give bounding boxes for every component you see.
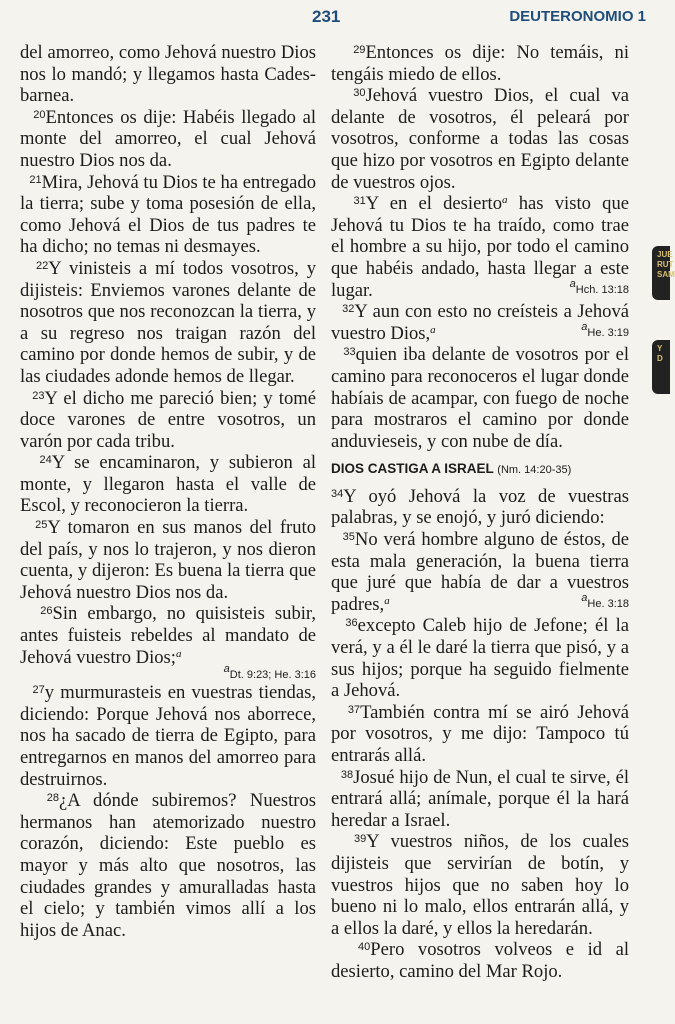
verse-number: 39 bbox=[353, 833, 367, 846]
verse-text: ¿A dónde subiremos? Nuestros hermanos han atemorizado nuestro corazón, diciendo: Este pueblo es mayor y más alto que nosotros, las ciudades grandes y amuralladas hasta el cielo; y también vimos allí a los hijos de Anac. bbox=[20, 790, 316, 941]
thumb-tab-label: SAM bbox=[657, 270, 675, 279]
cross-reference-text: Hch. 13:18 bbox=[575, 283, 629, 296]
verse-text: Pero vosotros volveos e id al desierto, camino del Mar Rojo. bbox=[331, 939, 629, 982]
cross-reference[interactable] bbox=[581, 320, 629, 345]
verse-text: Y vuestros niños, de los cuales dijisteis que servirían de botín, y vuestros hijos que no saben hoy lo bueno ni lo malo, ellos entrarán allá, y a ellos la daré, y ellos la heredarán. bbox=[331, 831, 629, 939]
cross-reference-text: He. 3:19 bbox=[587, 326, 629, 339]
verse-28 bbox=[20, 790, 316, 941]
verse-23 bbox=[20, 388, 316, 453]
cross-reference-text: He. 3:18 bbox=[587, 597, 629, 610]
verse-text: Y aun con esto no creísteis a Jehová vuestro Dios, bbox=[331, 301, 629, 344]
verse-number: 29 bbox=[353, 44, 366, 56]
verse-33 bbox=[331, 344, 629, 452]
verse-30 bbox=[331, 85, 629, 193]
verse-29 bbox=[331, 42, 629, 85]
verse-text: Sin embargo, no quisisteis subir, antes fuisteis rebeldes al mandato de Jehová vuestro Dios; bbox=[20, 603, 317, 668]
verse-number: 35 bbox=[342, 531, 355, 544]
verse-text: No verá hombre alguno de éstos, de esta mala generación, la buena tierra que juré que había de dar a vuestros padres, bbox=[331, 529, 629, 615]
verse-text: Y tomaron en sus manos del fruto del país, y nos lo trajeron, y nos dieron cuenta, y dijeron: Es buena la tierra que Jehová nuestro Dios nos da. bbox=[20, 517, 316, 603]
cross-reference[interactable] bbox=[581, 591, 629, 616]
thumb-index-tab[interactable] bbox=[652, 246, 675, 300]
cross-reference-text: Dt. 9:23; He. 3:16 bbox=[229, 669, 316, 682]
verse-text: Mira, Jehová tu Dios te ha entregado la tierra; sube y toma posesión de ella, como Jehová el Dios de tus padres te ha dicho; no temas ni desmayes. bbox=[20, 171, 317, 258]
verse-text: y murmurasteis en vuestras tiendas, diciendo: Porque Jehová nos aborrece, nos ha sacado de tierra de Egipto, para entregarnos en manos del amorreo para destruirnos. bbox=[20, 682, 316, 790]
verse-number: 20 bbox=[33, 108, 46, 121]
footnote-marker: a bbox=[569, 277, 576, 290]
thumb-tab-label: Y bbox=[657, 344, 663, 353]
verse-text: Y en el desierto bbox=[365, 193, 502, 215]
verse-25 bbox=[20, 517, 316, 603]
verse-text: También contra mí se airó Jehová por vosotros, y me dijo: Tampoco tú entrarás allá. bbox=[331, 701, 629, 766]
verse-26 bbox=[20, 603, 316, 668]
verse-number: 22 bbox=[35, 259, 49, 272]
verse-number: 32 bbox=[342, 303, 355, 316]
footnote-marker[interactable]: a bbox=[175, 647, 182, 660]
cross-reference[interactable] bbox=[20, 663, 316, 682]
verse-number: 25 bbox=[35, 519, 48, 532]
verse-number: 24 bbox=[39, 454, 52, 467]
verse-39 bbox=[331, 831, 629, 939]
verse-38 bbox=[331, 767, 629, 832]
verse-number: 28 bbox=[46, 792, 59, 805]
verse-number: 34 bbox=[331, 487, 344, 500]
verse-27 bbox=[20, 682, 316, 790]
section-parallel-ref[interactable]: (Nm. 14:20-35) bbox=[497, 464, 572, 477]
thumb-index-tab[interactable] bbox=[652, 340, 670, 394]
verse-text: Y se encaminaron, y subieron al monte, y llegaron hasta el valle de Escol, y reconocieron la tierra. bbox=[20, 452, 317, 517]
footnote-marker[interactable]: a bbox=[430, 323, 436, 336]
verse-number: 36 bbox=[345, 617, 358, 630]
cross-reference[interactable] bbox=[569, 277, 629, 302]
verse-text: Y vinisteis a mí todos vosotros, y dijisteis: Enviemos varones delante de nosotros que nos reconozcan la tierra, y a su regreso nos traigan razón del camino por donde hemos de subir, y de las ciudades adonde hemos de llegar. bbox=[20, 257, 317, 387]
verse-text: Entonces os dije: No temáis, ni tengáis miedo de ellos. bbox=[331, 42, 629, 85]
verse-20 bbox=[20, 107, 316, 172]
verse-number: 38 bbox=[340, 768, 354, 781]
verse-text: Jehová vuestro Dios, el cual va delante de vosotros, él peleará por vosotros, conforme a todas las cosas que hizo por vosotros en Egipto delante de vuestros ojos. bbox=[331, 85, 630, 193]
verse-text: Y el dicho me pareció bien; y tomé doce varones de entre vosotros, un varón por cada tribu. bbox=[20, 387, 316, 452]
right-column bbox=[331, 42, 629, 983]
verse-22 bbox=[20, 258, 316, 388]
verse-number: 33 bbox=[343, 346, 356, 359]
verse-text: Entonces os dije: Habéis llegado al monte del amorreo, el cual Jehová nuestro Dios nos da. bbox=[20, 106, 317, 171]
verse-number: 21 bbox=[29, 173, 42, 186]
verse-21 bbox=[20, 172, 316, 258]
footnote-marker[interactable]: a bbox=[502, 194, 508, 207]
verse-text: Josué hijo de Nun, el cual te sirve, él entrará allá; anímale, porque él la hará heredar a Israel. bbox=[331, 766, 630, 831]
footnote-marker: a bbox=[223, 663, 230, 676]
verse-31 bbox=[331, 193, 629, 301]
thumb-tab-label: JUE bbox=[657, 250, 673, 259]
footnote-marker[interactable]: a bbox=[384, 594, 390, 607]
section-heading bbox=[331, 458, 629, 482]
verse-37 bbox=[331, 702, 629, 767]
left-column bbox=[20, 42, 316, 941]
footnote-marker: a bbox=[581, 320, 588, 333]
footnote-marker: a bbox=[581, 591, 588, 604]
verse-number: 40 bbox=[358, 941, 371, 954]
verse-36 bbox=[331, 615, 629, 701]
running-head: DEUTERONOMIO 1 bbox=[509, 8, 646, 25]
verse-continuation: del amorreo, como Jehová nuestro Dios nos lo mandó; y llegamos hasta Cades-barnea. bbox=[20, 42, 316, 107]
verse-24 bbox=[20, 452, 316, 517]
verse-number: 31 bbox=[353, 195, 366, 208]
verse-number: 37 bbox=[347, 703, 361, 716]
verse-text: has visto que Jehová tu Dios te ha traído, como trae el hombre a su hijo, por todo el camino que habéis andado, hasta llegar a este lugar. bbox=[331, 193, 629, 301]
thumb-tab-label: D bbox=[657, 354, 663, 363]
verse-35 bbox=[331, 529, 629, 615]
verse-32 bbox=[331, 301, 629, 344]
section-title: DIOS CASTIGA A ISRAEL bbox=[331, 461, 494, 477]
thumb-tab-label: RUT bbox=[657, 260, 674, 269]
verse-number: 30 bbox=[353, 87, 366, 100]
verse-number: 26 bbox=[40, 605, 53, 618]
verse-34 bbox=[331, 486, 629, 529]
verse-text: excepto Caleb hijo de Jefone; él la verá, y a él le daré la tierra que pisó, y a sus hijos; porque ha seguido fielmente a Jehová. bbox=[331, 615, 629, 702]
verse-text: Y oyó Jehová la voz de vuestras palabras, y se enojó, y juró diciendo: bbox=[331, 485, 629, 529]
verse-40 bbox=[331, 939, 629, 982]
verse-number: 23 bbox=[32, 389, 45, 402]
page-number: 231 bbox=[312, 7, 341, 26]
verse-number: 27 bbox=[32, 684, 45, 697]
verse-text: quien iba delante de vosotros por el camino para reconoceros el lugar donde habíais de acampar, con fuego de noche para mostraros el camino por donde anduvieseis, y con nube de día. bbox=[331, 344, 630, 452]
